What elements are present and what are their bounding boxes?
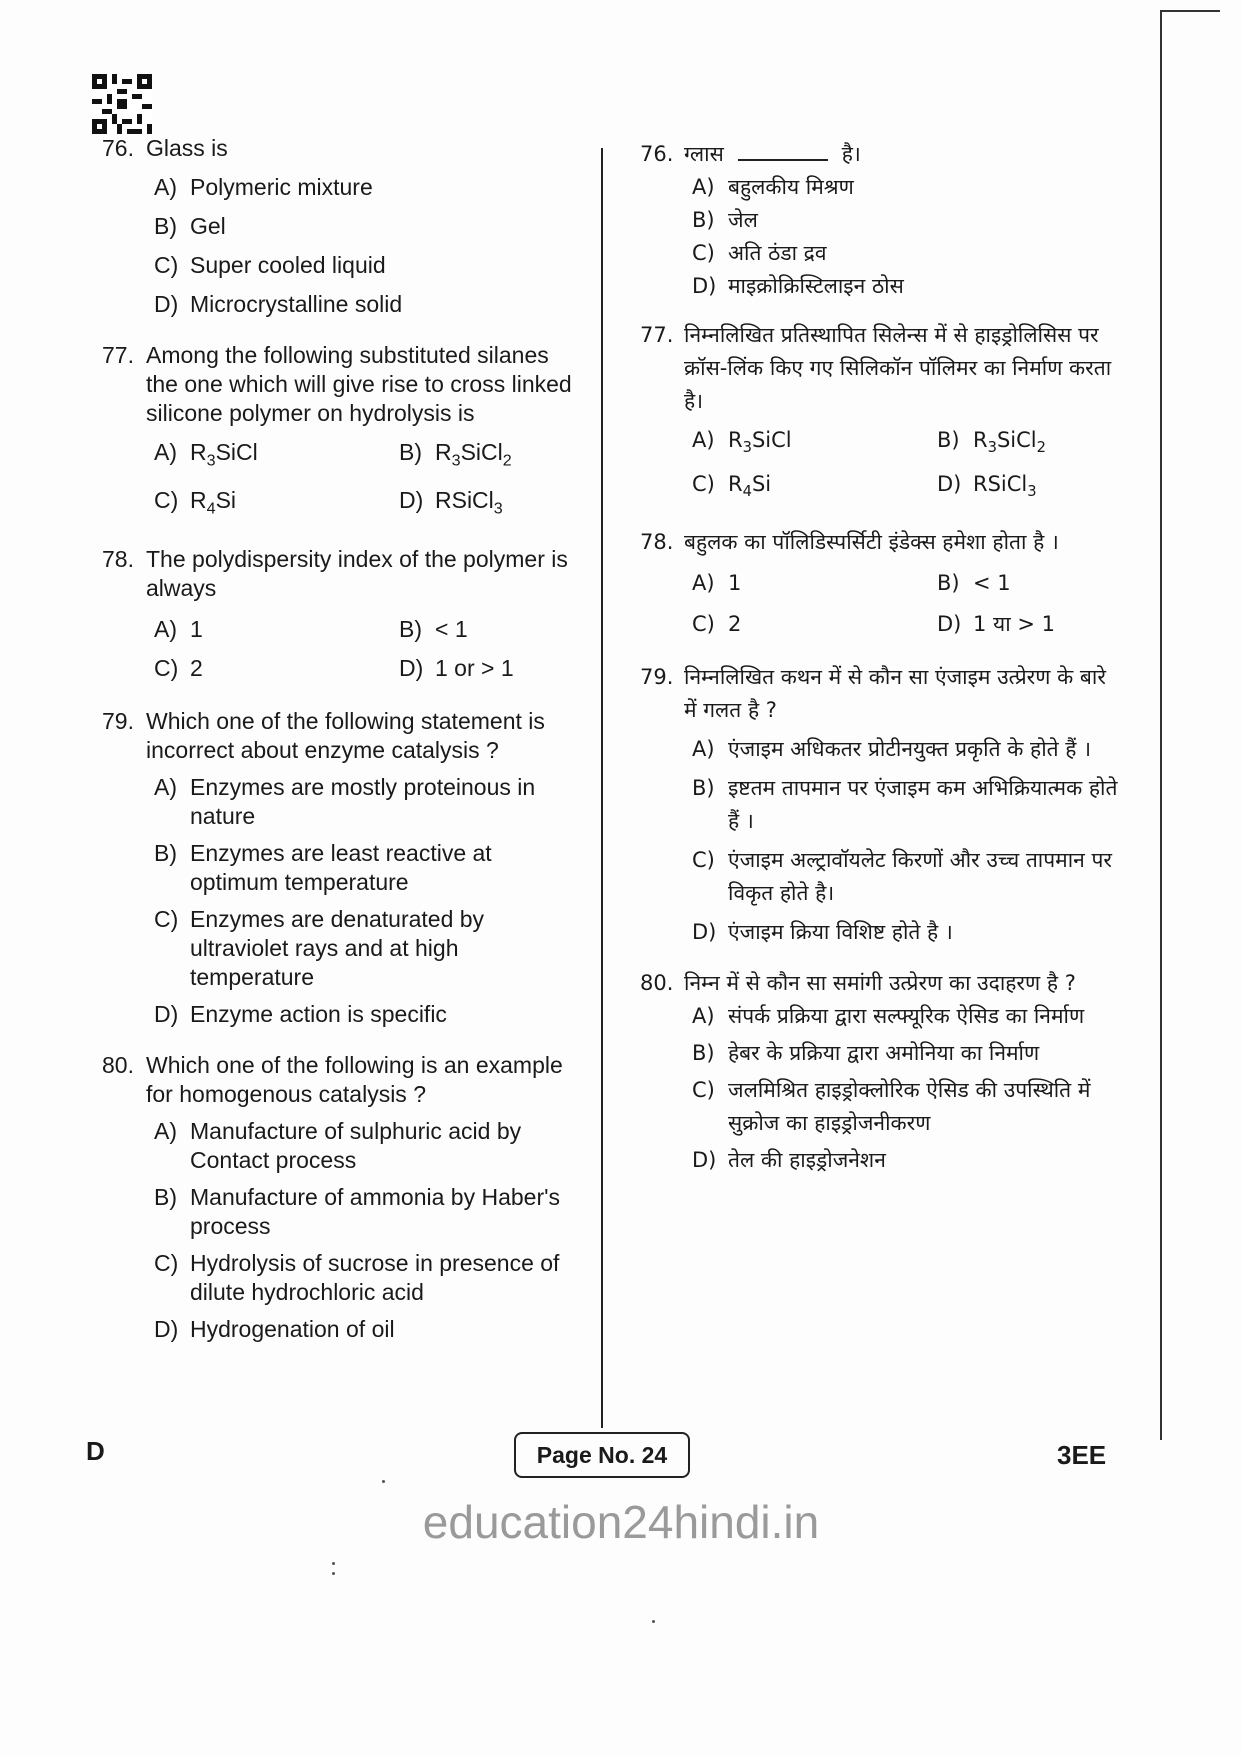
set-code: D: [86, 1436, 105, 1466]
scan-edge-top: [1160, 10, 1220, 12]
scan-speck: [332, 1562, 335, 1565]
option-d: D) Hydrogenation of oil: [154, 1316, 395, 1343]
option-a: A) 1: [154, 616, 203, 643]
options-grid: [692, 567, 1120, 641]
qr-code-icon: [92, 74, 152, 134]
chemical-formula: RSiCl$_3$: [435, 486, 503, 518]
option-b: B) Gel: [154, 213, 226, 239]
page-number-box: Page No. 24: [514, 1432, 690, 1478]
option-d: D) माइक्रोक्रिस्टिलाइन ठोस: [692, 274, 904, 298]
option-d: D) RSiCl$_3$: [937, 468, 1137, 508]
option-d: D) 1 or > 1: [399, 655, 514, 682]
answer-blank: [738, 139, 828, 161]
english-column: [102, 134, 582, 1344]
option-c: C) जलमिश्रित हाइड्रोक्लोरिक ऐसिड की उपस्थिति में सुक्रोज का हाइड्रोजनीकरण: [692, 1078, 1091, 1136]
option-b: B) Manufacture of ammonia by Haber's process: [154, 1184, 561, 1240]
question-80: [102, 1051, 582, 1344]
question-text: Which one of the following is an example for homogenous catalysis ?: [146, 1052, 563, 1108]
question-number: 80.: [102, 1052, 134, 1079]
question-80-hindi: [640, 967, 1120, 1177]
option-a: A) Manufacture of sulphuric acid by Contact process: [154, 1118, 522, 1174]
question-77: [102, 341, 582, 523]
question-text: The polydispersity index of the polymer is always: [146, 546, 568, 602]
option-c: C) Super cooled liquid: [154, 252, 386, 278]
option-b: B) हेबर के प्रक्रिया द्वारा अमोनिया का निर्माण: [692, 1041, 1040, 1066]
option-d: D) Microcrystalline solid: [154, 291, 403, 317]
option-a: A) Polymeric mixture: [154, 174, 373, 200]
options-grid: [154, 438, 582, 523]
question-77-hindi: [640, 319, 1120, 508]
question-76-hindi: [640, 138, 1120, 303]
chemical-formula: $R_3SiCl_2$: [435, 439, 512, 470]
option-c: C) $R_4Si$: [692, 468, 937, 508]
question-78-hindi: [640, 526, 1120, 641]
question-number: 79.: [640, 665, 674, 690]
option-d: D) तेल की हाइड्रोजनेशन: [692, 1148, 886, 1173]
chemical-formula: $R_4Si$: [190, 486, 237, 518]
hindi-column: [640, 138, 1120, 1177]
option-d: D) एंजाइम क्रिया विशिष्ट होते है ।: [692, 920, 953, 945]
option-b: B) जेल: [692, 208, 758, 232]
question-number: 76.: [640, 142, 674, 166]
option-a: A) $R_3SiCl$: [692, 424, 937, 464]
option-b: B) इष्टतम तापमान पर एंजाइम कम अभिक्रियात्मक होते हैं ।: [692, 776, 1118, 834]
question-text: निम्नलिखित कथन में से कौन सा एंजाइम उत्प्रेरण के बारे में गलत है ?: [684, 665, 1106, 723]
option-b: B) $R_3SiCl_2$: [399, 438, 599, 476]
option-c: C) Hydrolysis of sucrose in presence of dilute hydrochloric acid: [154, 1250, 560, 1306]
option-b: B) Enzymes are least reactive at optimum temperature: [154, 840, 492, 896]
option-c: C) एंजाइम अल्ट्रावॉयलेट किरणों और उच्च तापमान पर विकृत होते है।: [692, 848, 1113, 906]
question-number: 77.: [640, 323, 674, 347]
question-number: 79.: [102, 708, 134, 735]
option-a: A) 1: [692, 571, 742, 596]
scan-edge-line: [1160, 10, 1162, 1440]
question-text: निम्नलिखित प्रतिस्थापित सिलेन्स में से हाइड्रोलिसिस पर क्रॉस-लिंक किए गए सिलिकॉन पॉलिमर का निर्माण करता है।: [684, 323, 1112, 413]
question-text-end: है।: [841, 142, 861, 166]
option-d: D) Enzyme action is specific: [154, 1001, 447, 1028]
question-text: Glass is: [146, 135, 228, 161]
option-c: C) $R_4Si$: [154, 486, 399, 524]
question-78: [102, 545, 582, 683]
column-divider: [601, 148, 603, 1428]
chemical-formula: $R_4Si$: [728, 472, 772, 501]
question-number: 78.: [640, 530, 674, 555]
question-text: बहुलक का पॉलिडिस्पर्सिटी इंडेक्स हमेशा होता है ।: [684, 530, 1059, 555]
scan-speck: [652, 1620, 655, 1623]
option-a: A) बहुलकीय मिश्रण: [692, 175, 854, 199]
option-b: B) < 1: [937, 571, 1011, 596]
option-d: D) 1 या > 1: [937, 612, 1055, 637]
chemical-formula: $R_3SiCl$: [190, 439, 258, 470]
option-c: C) अति ठंडा द्रव: [692, 241, 827, 265]
question-number: 80.: [640, 971, 674, 996]
watermark-text: education24hindi.in: [422, 1496, 820, 1548]
question-79-hindi: [640, 661, 1120, 949]
option-c: C) 2: [692, 612, 742, 637]
question-76: [102, 134, 582, 319]
option-a: A) संपर्क प्रक्रिया द्वारा सल्फ्यूरिक ऐसिड का निर्माण: [692, 1004, 1085, 1029]
question-text: Among the following substituted silanes the one which will give rise to cross linked silicone polymer on hydrolysis is: [146, 342, 572, 426]
question-text: ग्लास: [684, 142, 724, 166]
options-grid: [692, 424, 1120, 508]
scan-speck: [332, 1572, 335, 1575]
chemical-formula: RSiCl$_3$: [973, 472, 1037, 501]
option-c: C) 2: [154, 655, 203, 682]
chemical-formula: $R_3SiCl$: [728, 428, 792, 457]
options-grid: [154, 615, 582, 683]
question-text: Which one of the following statement is incorrect about enzyme catalysis ?: [146, 708, 545, 764]
option-c: C) Enzymes are denaturated by ultraviolet rays and at high temperature: [154, 906, 485, 991]
option-b: B) $R_3SiCl_2$: [937, 424, 1137, 464]
scan-speck: [382, 1480, 385, 1483]
question-text: निम्न में से कौन सा समांगी उत्प्रेरण का उदाहरण है ?: [684, 971, 1076, 996]
question-number: 77.: [102, 342, 134, 368]
chemical-formula: $R_3SiCl_2$: [973, 428, 1046, 457]
option-d: D) RSiCl$_3$: [399, 486, 599, 524]
option-a: A) $R_3SiCl$: [154, 438, 399, 476]
paper-code: 3EE: [1057, 1440, 1107, 1470]
question-number: 78.: [102, 546, 134, 573]
option-a: A) Enzymes are mostly proteinous in nature: [154, 774, 536, 830]
question-number: 76.: [102, 135, 134, 161]
option-b: B) < 1: [399, 616, 468, 643]
question-79: [102, 707, 582, 1029]
option-a: A) एंजाइम अधिकतर प्रोटीनयुक्त प्रकृति के होते हैं ।: [692, 737, 1092, 762]
